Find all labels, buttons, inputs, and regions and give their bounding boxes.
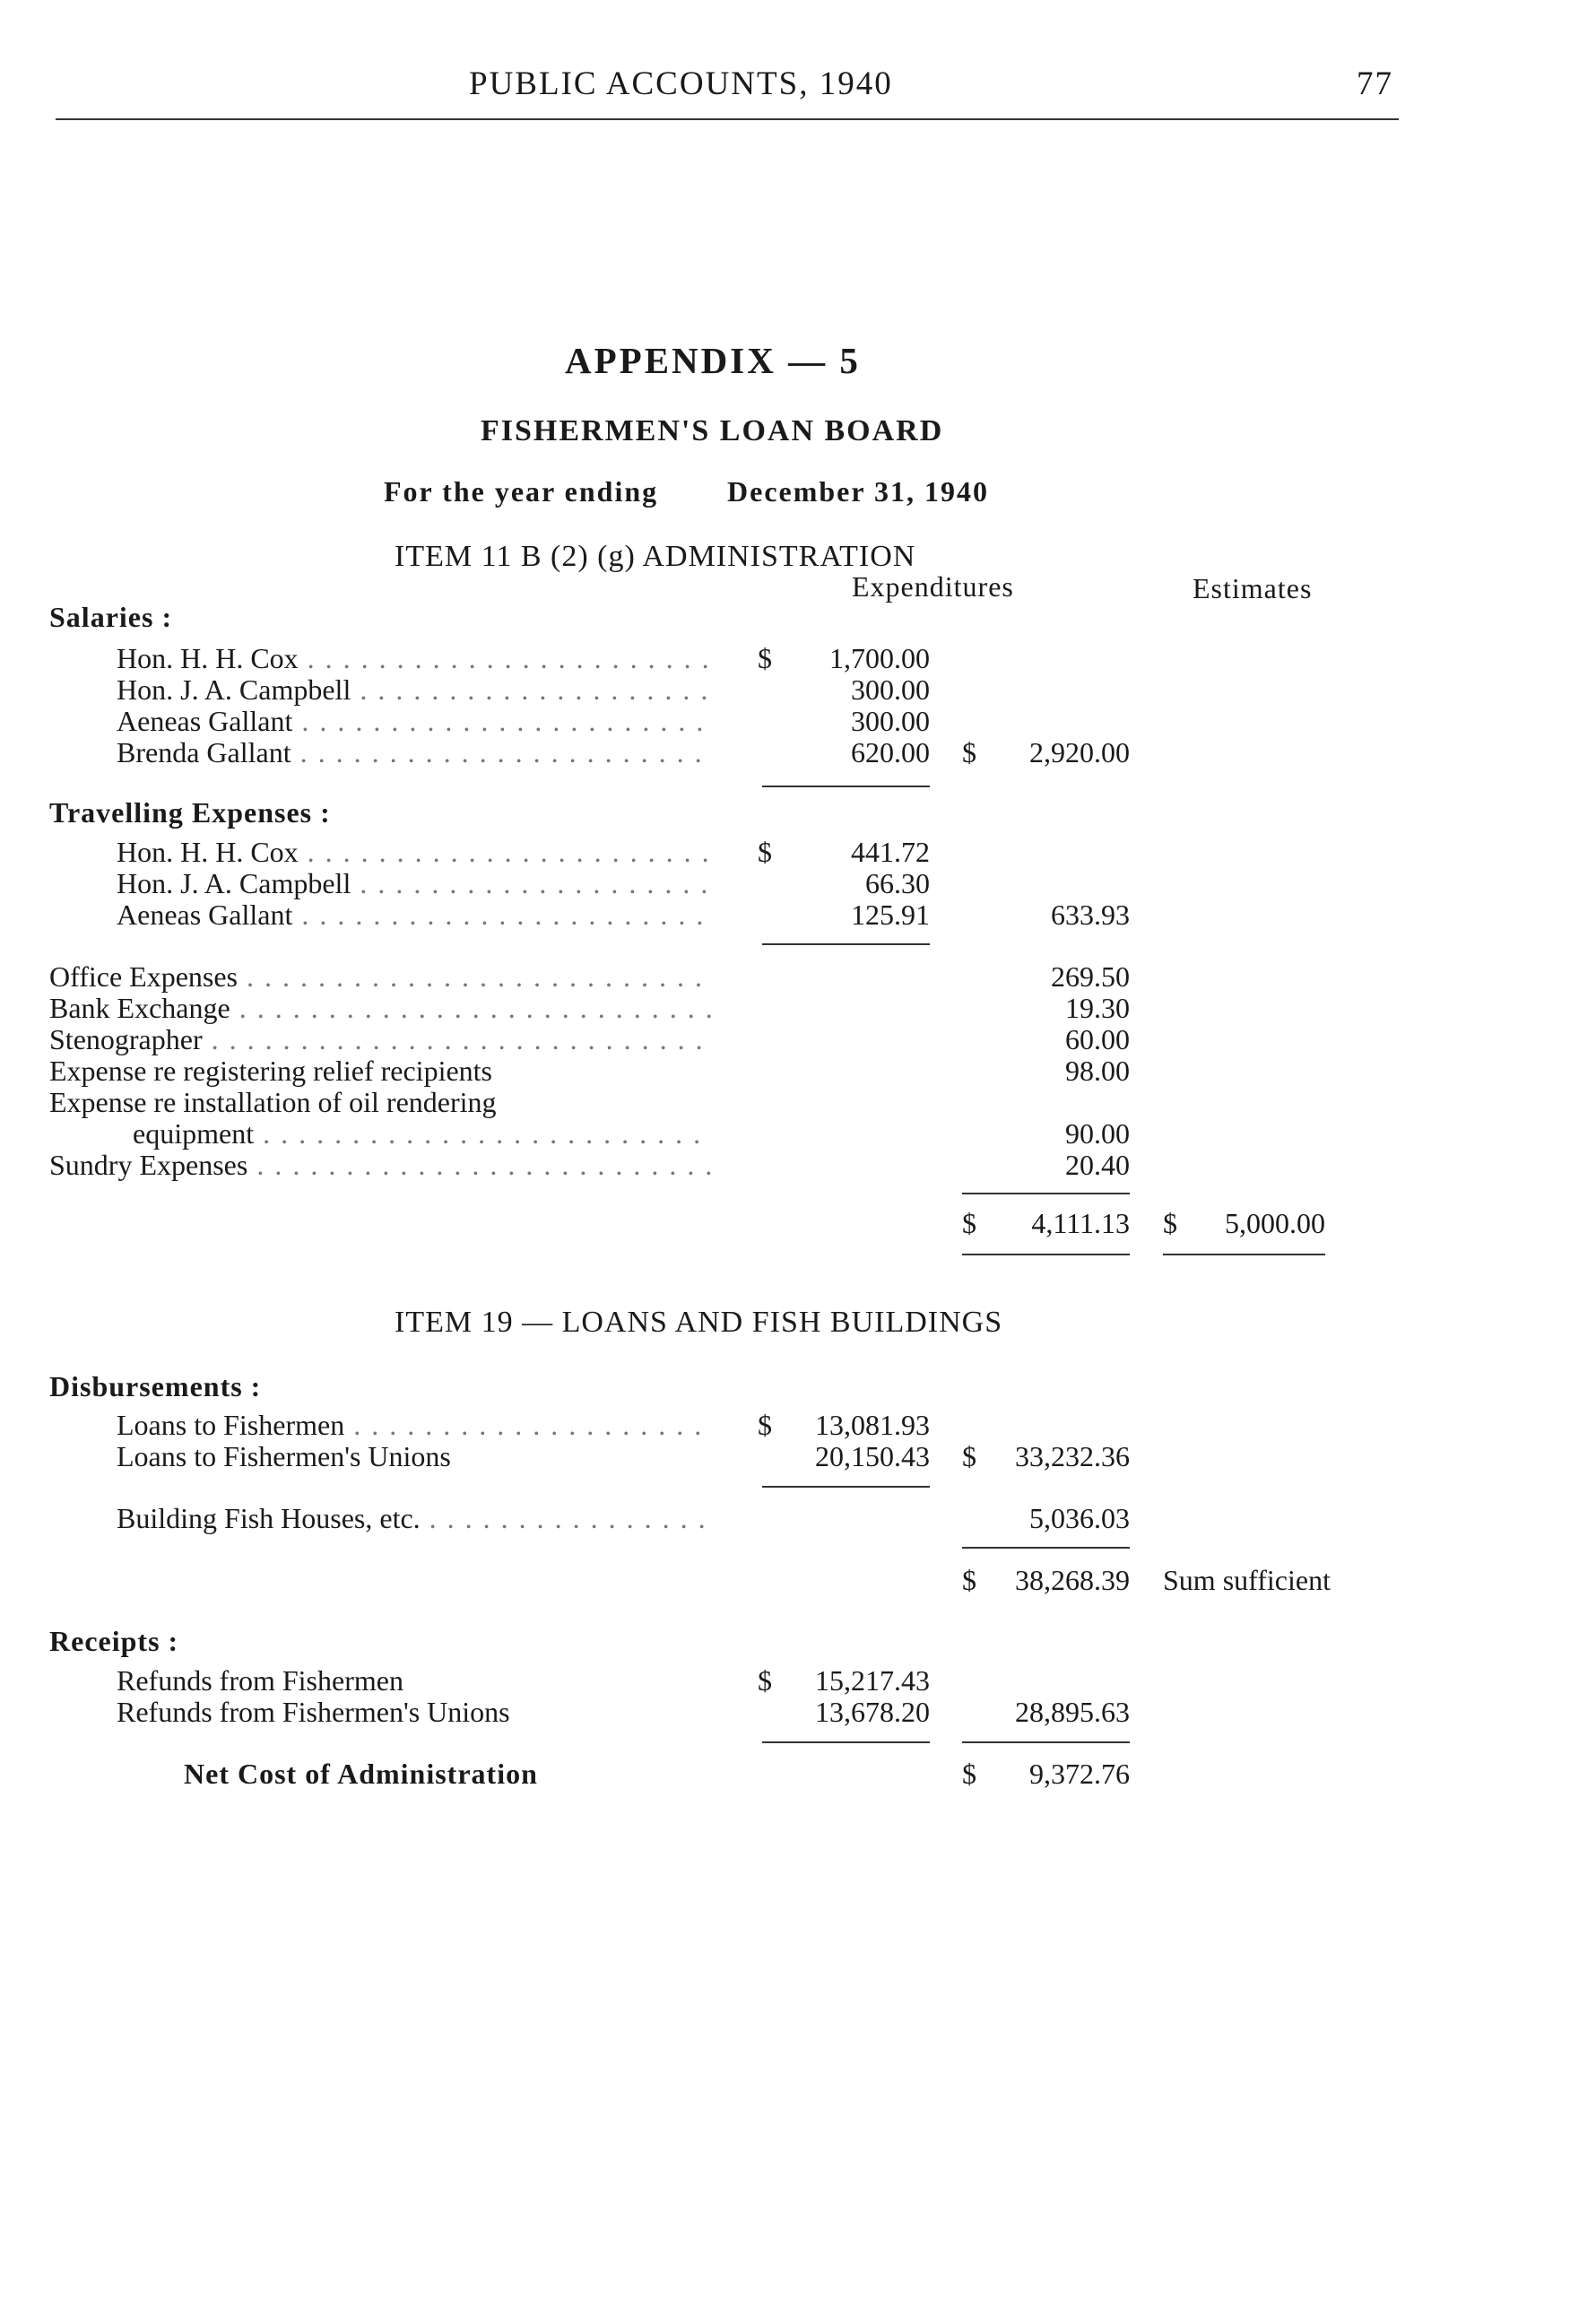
row-label: Stenographer . . . — [49, 1023, 713, 1055]
row-amount: 300.00 — [851, 705, 930, 737]
subtotal-rule — [762, 786, 930, 787]
table-row — [0, 1086, 1596, 1118]
row-amount: 66.30 — [865, 867, 930, 899]
row-amount: 300.00 — [851, 673, 930, 706]
table-row — [0, 1664, 1596, 1697]
salaries-heading: Salaries : — [49, 601, 173, 633]
dollar-sign: $ — [962, 736, 976, 768]
dollar-sign: $ — [758, 1409, 772, 1441]
subtotal-rule — [762, 1741, 930, 1743]
dollar-sign: $ — [962, 1758, 976, 1790]
total-double-rule — [962, 1254, 1130, 1255]
row-amount: 125.91 — [851, 899, 930, 931]
row-total: 19.30 — [1065, 992, 1130, 1024]
grand-total: 4,111.13 — [1031, 1207, 1130, 1239]
row-amount: 1,700.00 — [829, 642, 930, 674]
row-total: 633.93 — [1051, 899, 1130, 931]
row-amount: 13,678.20 — [815, 1696, 930, 1728]
subtotal-rule — [762, 943, 930, 945]
table-row — [0, 992, 1596, 1024]
row-label: Expense re registering relief recipients — [49, 1055, 492, 1087]
appendix-title: APPENDIX — 5 — [565, 340, 861, 381]
dollar-sign: $ — [962, 1207, 976, 1239]
disbursements-heading: Disbursements : — [49, 1370, 262, 1402]
row-label: Bank Exchange . . . — [49, 992, 713, 1024]
row-label: Hon. H. H. Cox . . . — [117, 642, 713, 674]
row-total: 2,920.00 — [1029, 736, 1130, 768]
table-row — [0, 736, 1596, 768]
dollar-sign: $ — [758, 642, 772, 674]
table-row — [0, 1023, 1596, 1055]
row-total: 33,232.36 — [1015, 1440, 1130, 1472]
header-rule — [56, 118, 1399, 120]
subtotal-rule — [762, 1486, 930, 1488]
row-label: Expense re installation of oil rendering — [49, 1086, 497, 1118]
row-amount: 15,217.43 — [815, 1664, 930, 1697]
page-header-title: PUBLIC ACCOUNTS, 1940 — [469, 65, 893, 102]
table-row — [0, 1149, 1596, 1181]
item11-heading: ITEM 11 B (2) (g) ADMINISTRATION — [395, 540, 916, 573]
item19-subtotal: 38,268.39 — [1015, 1564, 1130, 1596]
row-label: Loans to Fishermen . . . — [117, 1409, 713, 1441]
table-row — [0, 1440, 1596, 1472]
row-label: Hon. J. A. Campbell . . . — [117, 673, 713, 706]
table-row — [0, 899, 1596, 931]
table-row — [0, 867, 1596, 899]
table-row — [0, 1502, 1596, 1534]
grand-total-row — [0, 1207, 1596, 1239]
row-total: 20.40 — [1065, 1149, 1130, 1181]
estimate-rule — [1163, 1254, 1325, 1255]
row-label: Aeneas Gallant . . . — [117, 705, 713, 737]
row-amount: 441.72 — [851, 836, 930, 868]
net-cost-amount: 9,372.76 — [1029, 1758, 1130, 1790]
dollar-sign: $ — [1163, 1207, 1177, 1239]
page-number: 77 — [1357, 65, 1393, 102]
row-label: Refunds from Fishermen — [117, 1664, 403, 1697]
row-label: Loans to Fishermen's Unions — [117, 1440, 451, 1472]
row-label: Sundry Expenses . . . — [49, 1149, 713, 1181]
row-total: 5,036.03 — [1029, 1502, 1130, 1534]
item19-heading: ITEM 19 — LOANS AND FISH BUILDINGS — [395, 1306, 1003, 1339]
total-rule — [962, 1741, 1130, 1743]
subtotal-row — [0, 1564, 1596, 1596]
period-date: December 31, 1940 — [727, 475, 989, 508]
period-label: For the year ending — [384, 475, 659, 508]
row-total: 98.00 — [1065, 1055, 1130, 1087]
table-row — [0, 1117, 1596, 1150]
row-amount: 13,081.93 — [815, 1409, 930, 1441]
row-label: Refunds from Fishermen's Unions — [117, 1696, 510, 1728]
table-row — [0, 960, 1596, 993]
row-label: Hon. J. A. Campbell . . . — [117, 867, 713, 899]
net-cost-row — [0, 1758, 1596, 1790]
row-amount: 620.00 — [851, 736, 930, 768]
dollar-sign: $ — [758, 836, 772, 868]
estimate-total: 5,000.00 — [1225, 1207, 1325, 1239]
row-label: Aeneas Gallant . . . — [117, 899, 713, 931]
row-label: Hon. H. H. Cox . . . — [117, 836, 713, 868]
row-label: Office Expenses . . . — [49, 960, 713, 993]
row-total: 90.00 — [1065, 1117, 1130, 1150]
col-expenditures: Expenditures — [852, 570, 1014, 603]
net-cost-label: Net Cost of Administration — [184, 1758, 538, 1790]
total-rule — [962, 1193, 1130, 1194]
table-row — [0, 1409, 1596, 1441]
row-total: 28,895.63 — [1015, 1696, 1130, 1728]
row-label: Building Fish Houses, etc. . . . — [117, 1502, 713, 1534]
receipts-heading: Receipts : — [49, 1625, 179, 1657]
row-label: equipment . . . — [133, 1117, 713, 1150]
total-rule — [962, 1547, 1130, 1549]
row-amount: 20,150.43 — [815, 1440, 930, 1472]
travelling-heading: Travelling Expenses : — [49, 796, 331, 829]
dollar-sign: $ — [962, 1440, 976, 1472]
board-title: FISHERMEN'S LOAN BOARD — [481, 414, 944, 447]
row-total: 60.00 — [1065, 1023, 1130, 1055]
estimate-note: Sum sufficient — [1163, 1564, 1331, 1596]
table-row — [0, 1696, 1596, 1728]
row-total: 269.50 — [1051, 960, 1130, 993]
row-label: Brenda Gallant . . . — [117, 736, 713, 768]
table-row — [0, 705, 1596, 737]
table-row — [0, 1055, 1596, 1087]
table-row — [0, 642, 1596, 674]
table-row — [0, 673, 1596, 706]
table-row — [0, 836, 1596, 868]
dollar-sign: $ — [758, 1664, 772, 1697]
dollar-sign: $ — [962, 1564, 976, 1596]
col-estimates: Estimates — [1193, 572, 1313, 604]
